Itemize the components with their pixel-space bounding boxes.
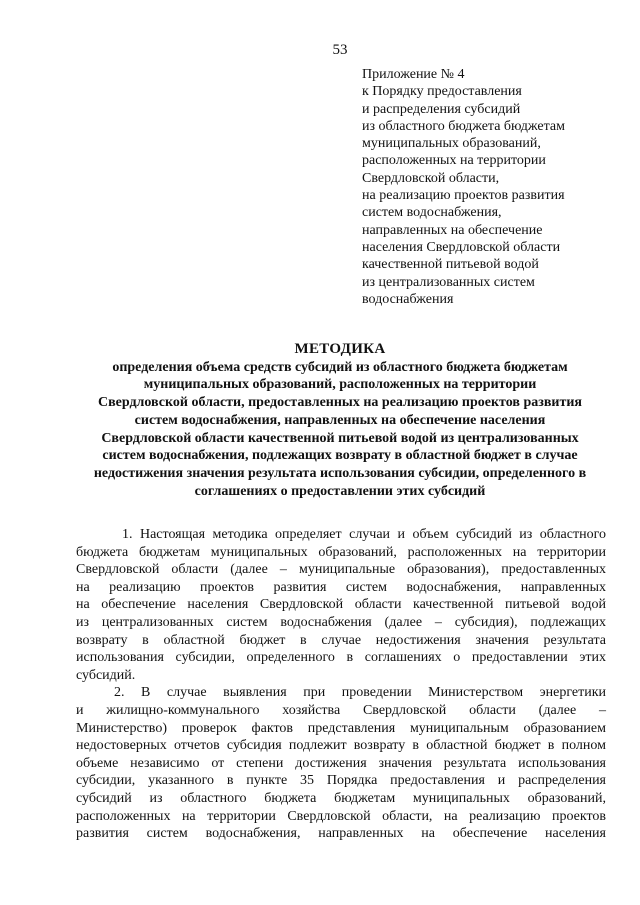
paragraph-line: использования субсидии, определенного в соглашениях о предоставлении этих [76,650,606,666]
appendix-line: расположенных на территории [362,153,546,169]
paragraph-line: Свердловской области (далее – муниципальные образования), предоставленных [76,562,606,578]
title-line: определения объема средств субсидий из областного бюджета бюджетам [112,359,568,375]
document-body [76,526,606,843]
paragraph-line: недостоверных отчетов субсидия подлежит возврату в областной бюджет в полном [76,738,606,754]
appendix-line: Приложение № 4 [362,67,465,82]
appendix-line: систем водоснабжения, [362,205,502,221]
paragraph-line: Министерство) проверок фактов представления муниципальным образованием [76,720,606,736]
title-line: систем водоснабжения, подлежащих возврату в областной бюджет в случае [102,448,578,464]
paragraph-line: объеме независимо от степени достижения значения результата использования [76,755,606,771]
paragraph-line: и жилищно-коммунального хозяйства Свердловской области (далее – [76,702,606,718]
paragraph-line: из централизованных систем водоснабжения (далее – субсидия), подлежащих [76,614,606,630]
appendix-line: водоснабжения [362,291,454,307]
paragraph-line: 1. Настоящая методика определяет случаи и объем субсидий из областного [122,527,606,542]
appendix-line: и распределения субсидий [362,101,521,117]
appendix-line: на реализацию проектов развития [362,188,565,204]
appendix-line: качественной питьевой водой [362,257,539,273]
appendix-line: Свердловской области, [362,170,500,186]
paragraph-2 [76,684,606,842]
paragraph-line: на реализацию проектов развития систем водоснабжения, направленных [76,579,606,595]
appendix-line: направленных на обеспечение [362,222,543,238]
paragraph-line: на обеспечение населения Свердловской области качественной питьевой водой [76,597,606,613]
appendix-header [362,66,622,308]
title-line: Свердловской области качественной питьевой водой из централизованных [101,430,579,446]
title-line: недостижения значения результата использования субсидии, определенного в [93,465,587,481]
paragraph-line: 2. В случае выявления при проведении Министерством энергетики [114,685,606,701]
paragraph-line: развития систем водоснабжения, направленных на обеспечение населения [76,826,606,842]
paragraph-line: субсидий из областного бюджета бюджетам муниципальных образований, [76,790,606,806]
document-title [64,341,616,500]
title-main: МЕТОДИКА [294,341,386,357]
page-number: 53 [332,42,348,58]
paragraph-line: субсидий. [76,667,136,683]
appendix-line: из областного бюджета бюджетам [362,118,565,134]
appendix-line: муниципальных образований, [362,136,541,152]
title-line: Свердловской области, предоставленных на реализацию проектов развития [97,395,583,411]
paragraph-line: возврату в областной бюджет в случае недостижения значения результата [76,632,606,648]
paragraph-line: субсидии, указанного в пункте 35 Порядка предоставления и распределения [76,773,606,789]
title-line: соглашениях о предоставлении этих субсидий [194,483,486,499]
appendix-line: из централизованных систем [362,274,535,290]
title-line: систем водоснабжения, направленных на обеспечение населения [134,412,546,428]
paragraph-line: расположенных на территории Свердловской области, на реализацию проектов [76,808,606,824]
title-line: муниципальных образований, расположенных на территории [143,377,537,393]
paragraph-1 [76,526,606,684]
appendix-line: к Порядку предоставления [362,84,522,100]
appendix-line: населения Свердловской области [362,239,561,255]
paragraph-line: бюджета бюджетам муниципальных образований, расположенных на территории [76,544,606,560]
